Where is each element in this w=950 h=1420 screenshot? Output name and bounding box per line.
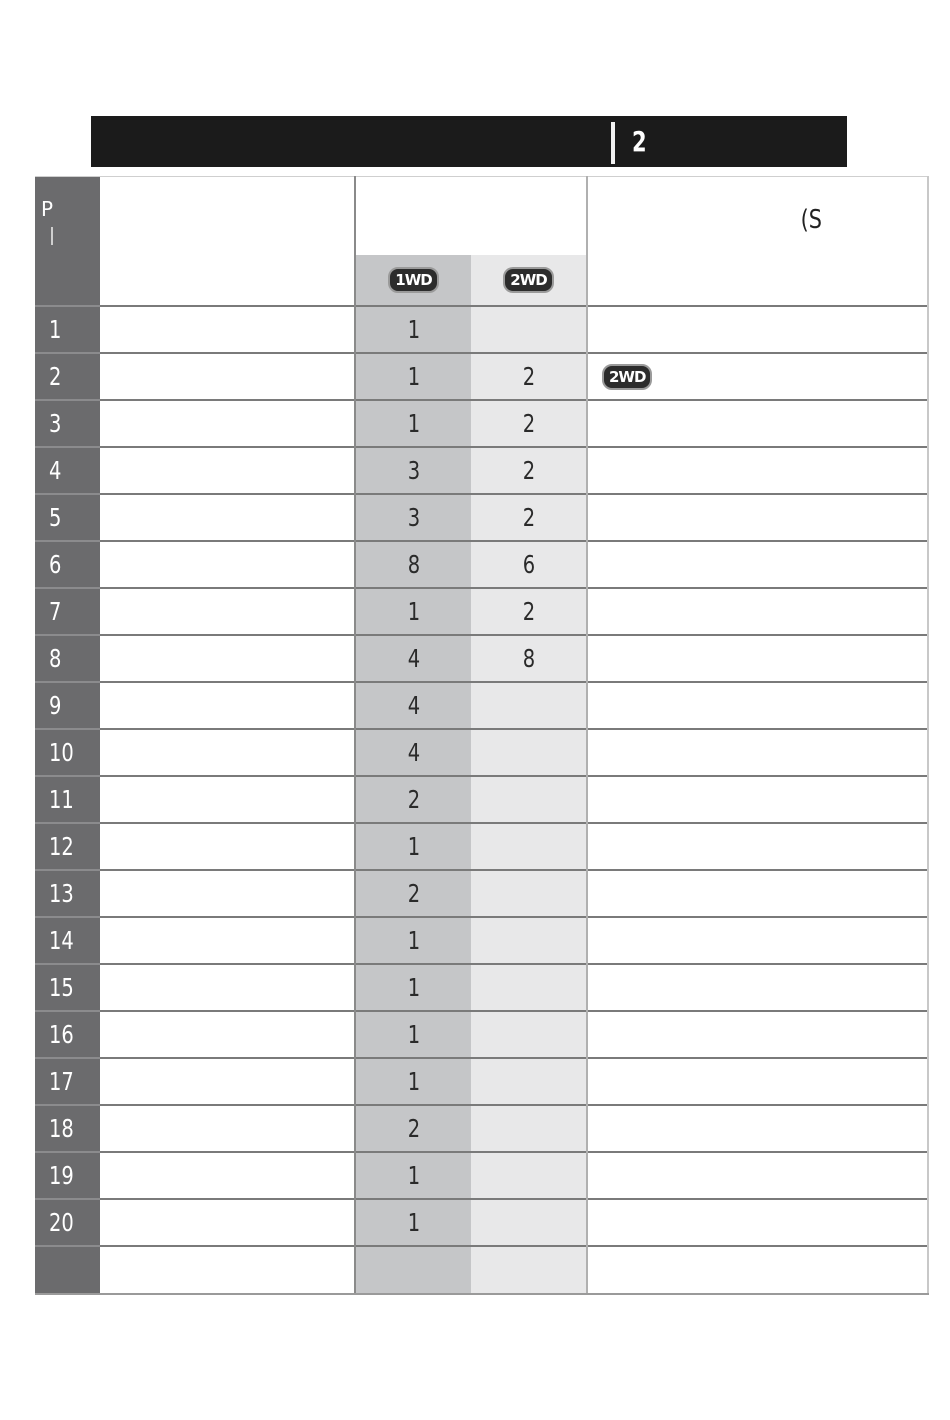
row-number: 3 <box>49 409 62 438</box>
row-remarks-cell <box>587 588 928 635</box>
row-number: 5 <box>49 503 62 532</box>
row-qty-2wd: 2 <box>522 409 535 438</box>
header-description-cell <box>100 177 355 307</box>
row-description-cell <box>100 541 355 588</box>
row-qty-2wd: 8 <box>522 644 535 673</box>
row-description-cell <box>100 964 355 1011</box>
table-row <box>35 1152 928 1199</box>
row-number-cell <box>35 306 100 353</box>
row-qty-2wd-cell <box>471 353 587 400</box>
row-number-cell <box>35 776 100 823</box>
row-number: 15 <box>49 973 74 1002</box>
row-number: 20 <box>49 1208 74 1237</box>
row-qty-2wd-cell <box>471 447 587 494</box>
row-number: 19 <box>49 1161 74 1190</box>
row-description-cell <box>100 917 355 964</box>
row-description-cell <box>100 1058 355 1105</box>
table-row <box>35 729 928 776</box>
title-divider <box>611 122 615 164</box>
row-number-cell <box>35 494 100 541</box>
table-row <box>35 823 928 870</box>
row-remarks-cell <box>587 682 928 729</box>
row-description-cell <box>100 494 355 541</box>
row-remarks-cell <box>587 776 928 823</box>
row-qty-1wd: 2 <box>407 879 420 908</box>
empty-cell <box>355 1246 471 1294</box>
row-qty-1wd: 1 <box>407 1208 420 1237</box>
table-row <box>35 400 928 447</box>
row-qty-1wd-cell <box>355 682 471 729</box>
header-quantity-cell <box>355 177 587 307</box>
row-description-cell <box>100 682 355 729</box>
row-remarks-cell <box>587 447 928 494</box>
table-row <box>35 870 928 917</box>
parts-table <box>35 176 929 1295</box>
row-description-cell <box>100 1011 355 1058</box>
table-row <box>35 1058 928 1105</box>
row-number-cell <box>35 870 100 917</box>
row-number-cell <box>35 447 100 494</box>
row-qty-2wd-cell <box>471 776 587 823</box>
row-qty-1wd-cell <box>355 776 471 823</box>
row-number: 10 <box>49 738 74 767</box>
row-qty-2wd-cell <box>471 400 587 447</box>
row-qty-1wd-cell <box>355 400 471 447</box>
empty-cell <box>471 1246 587 1294</box>
row-qty-2wd-cell <box>471 823 587 870</box>
row-qty-1wd: 1 <box>407 832 420 861</box>
row-description-cell <box>100 400 355 447</box>
row-qty-2wd: 2 <box>522 362 535 391</box>
row-qty-1wd-cell <box>355 541 471 588</box>
row-number: 4 <box>49 456 62 485</box>
row-qty-2wd: 2 <box>522 503 535 532</box>
badge-1wd: 1WD <box>388 267 438 293</box>
row-qty-1wd: 1 <box>407 1067 420 1096</box>
row-number: 1 <box>49 315 62 344</box>
row-qty-1wd: 1 <box>407 926 420 955</box>
remark-badge-2wd: 2WD <box>602 364 652 390</box>
row-qty-2wd-cell <box>471 588 587 635</box>
row-remarks-cell <box>587 1058 928 1105</box>
row-remarks-cell <box>587 541 928 588</box>
row-qty-2wd-cell <box>471 964 587 1011</box>
table-row-empty <box>35 1246 928 1294</box>
row-qty-1wd: 1 <box>407 315 420 344</box>
table-row <box>35 1199 928 1246</box>
row-number: 16 <box>49 1020 74 1049</box>
row-qty-1wd: 3 <box>407 456 420 485</box>
row-number-cell <box>35 682 100 729</box>
header-qty-1wd <box>356 255 471 305</box>
table-row <box>35 1011 928 1058</box>
row-description-cell <box>100 353 355 400</box>
row-number-cell <box>35 588 100 635</box>
row-qty-1wd-cell <box>355 1105 471 1152</box>
row-number-cell <box>35 541 100 588</box>
row-number-cell <box>35 400 100 447</box>
row-remarks-cell <box>587 1011 928 1058</box>
table-row <box>35 682 928 729</box>
row-description-cell <box>100 776 355 823</box>
row-qty-2wd-cell <box>471 917 587 964</box>
row-qty-1wd: 1 <box>407 597 420 626</box>
row-number: 11 <box>49 785 74 814</box>
row-qty-1wd: 8 <box>407 550 420 579</box>
row-qty-1wd-cell <box>355 823 471 870</box>
row-qty-1wd: 4 <box>407 738 420 767</box>
row-qty-2wd-cell <box>471 1058 587 1105</box>
table-row <box>35 541 928 588</box>
row-description-cell <box>100 588 355 635</box>
row-qty-1wd-cell <box>355 870 471 917</box>
row-qty-1wd-cell <box>355 635 471 682</box>
row-number: 13 <box>49 879 74 908</box>
row-qty-1wd: 3 <box>407 503 420 532</box>
row-qty-2wd-cell <box>471 1011 587 1058</box>
header-number-cell <box>35 177 100 307</box>
row-qty-1wd-cell <box>355 1152 471 1199</box>
row-number: 2 <box>49 362 62 391</box>
empty-cell <box>100 1246 355 1294</box>
table-row <box>35 917 928 964</box>
row-remarks-cell <box>587 494 928 541</box>
row-description-cell <box>100 447 355 494</box>
row-remarks-cell <box>587 306 928 353</box>
row-qty-2wd-cell <box>471 494 587 541</box>
table-row <box>35 447 928 494</box>
row-remarks-cell <box>587 823 928 870</box>
row-number-cell <box>35 353 100 400</box>
row-number-cell <box>35 1199 100 1246</box>
table-row <box>35 964 928 1011</box>
row-number-cell <box>35 729 100 776</box>
table-row <box>35 776 928 823</box>
row-number-cell <box>35 1058 100 1105</box>
row-qty-1wd: 1 <box>407 409 420 438</box>
title-number: 2 <box>632 125 647 158</box>
row-number: 7 <box>49 597 62 626</box>
row-number: 8 <box>49 644 62 673</box>
title-bar <box>91 116 847 167</box>
row-remarks-cell <box>587 964 928 1011</box>
row-qty-1wd-cell <box>355 353 471 400</box>
row-qty-1wd-cell <box>355 964 471 1011</box>
row-qty-2wd-cell <box>471 635 587 682</box>
row-number: 12 <box>49 832 74 861</box>
row-qty-1wd-cell <box>355 1058 471 1105</box>
row-remarks-cell <box>587 400 928 447</box>
row-qty-2wd: 2 <box>522 456 535 485</box>
row-remarks-cell <box>587 729 928 776</box>
row-remarks-cell <box>587 1105 928 1152</box>
header-remarks-cell <box>587 177 928 307</box>
row-qty-1wd: 1 <box>407 1161 420 1190</box>
row-qty-1wd-cell <box>355 1199 471 1246</box>
row-qty-2wd: 2 <box>522 597 535 626</box>
row-qty-2wd-cell <box>471 541 587 588</box>
row-qty-1wd: 4 <box>407 644 420 673</box>
row-remarks-cell <box>587 353 928 400</box>
row-qty-1wd-cell <box>355 447 471 494</box>
header-number-mark <box>51 227 53 245</box>
row-number-cell <box>35 823 100 870</box>
row-description-cell <box>100 823 355 870</box>
row-description-cell <box>100 729 355 776</box>
row-qty-1wd: 1 <box>407 973 420 1002</box>
row-qty-1wd: 2 <box>407 785 420 814</box>
row-qty-1wd-cell <box>355 588 471 635</box>
badge-2wd: 2WD <box>503 267 553 293</box>
header-remarks-label: (S <box>801 205 823 235</box>
row-qty-1wd-cell <box>355 729 471 776</box>
row-description-cell <box>100 1105 355 1152</box>
row-number-cell <box>35 1011 100 1058</box>
empty-cell <box>35 1246 100 1294</box>
row-qty-2wd-cell <box>471 1199 587 1246</box>
row-qty-2wd-cell <box>471 729 587 776</box>
table-header-row <box>35 177 928 307</box>
table-row <box>35 635 928 682</box>
table-row <box>35 588 928 635</box>
row-number: 17 <box>49 1067 74 1096</box>
empty-cell <box>587 1246 928 1294</box>
row-number-cell <box>35 964 100 1011</box>
row-qty-2wd: 6 <box>522 550 535 579</box>
row-description-cell <box>100 870 355 917</box>
row-remarks-cell <box>587 635 928 682</box>
row-qty-1wd: 4 <box>407 691 420 720</box>
row-remarks-cell <box>587 917 928 964</box>
row-description-cell <box>100 306 355 353</box>
row-remarks-cell <box>587 1152 928 1199</box>
row-qty-2wd-cell <box>471 682 587 729</box>
table-row <box>35 494 928 541</box>
row-remarks-cell <box>587 1199 928 1246</box>
row-qty-1wd: 1 <box>407 1020 420 1049</box>
table-row <box>35 353 928 400</box>
row-description-cell <box>100 1199 355 1246</box>
row-qty-1wd: 2 <box>407 1114 420 1143</box>
row-qty-2wd-cell <box>471 870 587 917</box>
row-number: 9 <box>49 691 62 720</box>
row-qty-2wd-cell <box>471 1152 587 1199</box>
header-number-label: P <box>41 197 54 221</box>
row-qty-1wd: 1 <box>407 362 420 391</box>
table-row <box>35 1105 928 1152</box>
row-qty-2wd-cell <box>471 306 587 353</box>
row-description-cell <box>100 635 355 682</box>
row-number: 6 <box>49 550 62 579</box>
row-qty-1wd-cell <box>355 1011 471 1058</box>
row-qty-1wd-cell <box>355 306 471 353</box>
row-number-cell <box>35 1105 100 1152</box>
row-number: 14 <box>49 926 74 955</box>
row-remarks-cell <box>587 870 928 917</box>
row-description-cell <box>100 1152 355 1199</box>
row-number: 18 <box>49 1114 74 1143</box>
header-qty-2wd <box>471 255 586 305</box>
row-number-cell <box>35 917 100 964</box>
row-number-cell <box>35 635 100 682</box>
row-number-cell <box>35 1152 100 1199</box>
row-qty-2wd-cell <box>471 1105 587 1152</box>
table-row <box>35 306 928 353</box>
row-qty-1wd-cell <box>355 917 471 964</box>
row-qty-1wd-cell <box>355 494 471 541</box>
